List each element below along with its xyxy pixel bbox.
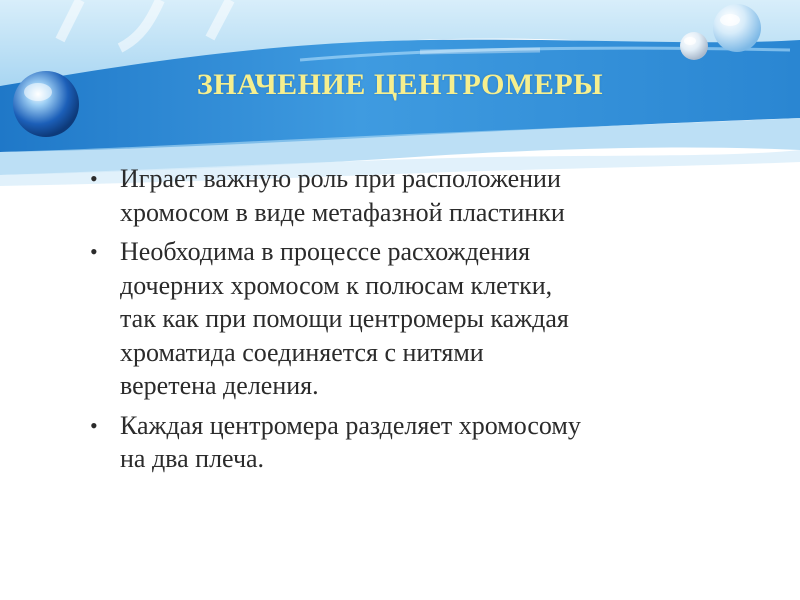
bullet-line: хромосом в виде метафазной пластинки (120, 197, 565, 227)
bullet-line: хроматида соединяется с нитями (120, 337, 484, 367)
bullet-item (88, 162, 768, 229)
bubble-small-icon (680, 32, 708, 60)
bullet-line: Каждая центромера разделяет хромосому (120, 410, 581, 440)
bullet-line: Играет важную роль при расположении (120, 164, 561, 193)
bullet-line: так как при помощи центромеры каждая (120, 304, 569, 333)
bullet-icon: • (90, 412, 98, 438)
bullet-list (88, 162, 768, 482)
bullet-icon: • (90, 239, 98, 264)
bullet-line: веретена деления. (120, 371, 319, 400)
bullet-line: Необходима в процессе расхождения (120, 237, 531, 266)
bubble-large-icon (713, 4, 761, 52)
bullet-item (88, 235, 768, 403)
bullet-line: на два плеча. (120, 444, 265, 473)
bullet-icon: • (90, 166, 98, 191)
bullet-item (88, 409, 768, 476)
bullet-line: дочерних хромосом к полюсам клетки, (120, 270, 553, 300)
slide-title: ЗНАЧЕНИЕ ЦЕНТРОМЕРЫ (196, 68, 604, 101)
